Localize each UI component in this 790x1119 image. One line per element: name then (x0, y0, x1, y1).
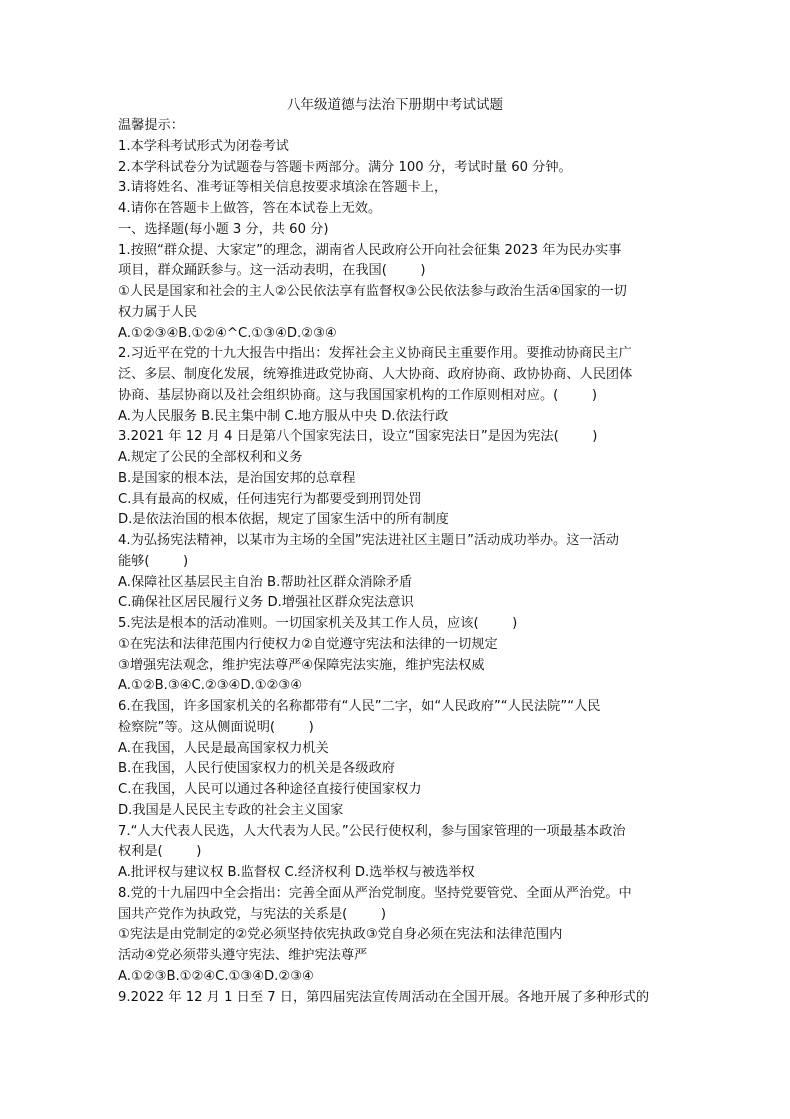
text-line: 4.请你在答题卡上做答，答在本试卷上无效。 (118, 201, 382, 216)
text-line: 6.在我国，许多国家机关的名称都带有“人民”二字，如“人民政府”“人民法院”“人民 (118, 699, 601, 714)
text-line: 协商、基层协商以及社会组织协商。这与我国国家机构的工作原则相对应。( ) (118, 387, 598, 403)
text-line: A.批评权与建议权 B.监督权 C.经济权利 D.选举权与被选举权 (118, 865, 475, 880)
text-line: 权利是( ) (118, 844, 202, 860)
text-line: 2.本学科试卷分为试题卷与答题卡两部分。满分 100 分，考试时量 60 分钟。 (118, 159, 572, 175)
text-line: B.在我国，人民行使国家权力的机关是各级政府 (118, 761, 395, 777)
text-line: C.在我国，人民可以通过各种途径直接行使国家权力 (118, 782, 422, 797)
text-line: 泛、多层、制度化发展，统筹推进政党协商、人大协商、政府协商、政协协商、人民团体 (118, 367, 633, 382)
text-line: A.为人民服务 B.民主集中制 C.地方服从中央 D.依法行政 (118, 408, 449, 424)
text-line: A.在我国，人民是最高国家权力机关 (118, 740, 329, 756)
text-line: 2.习近平在党的十九大报告中指出：发挥社会主义协商民主重要作用。要推动协商民主广 (118, 346, 632, 362)
text-line: A.规定了公民的全部权利和义务 (118, 450, 303, 465)
text-line: 活动④党必须带头遵守宪法、维护宪法尊严 (118, 948, 368, 963)
text-line: 5.宪法是根本的活动准则。一切国家机关及其工作人员，应该( ) (118, 616, 518, 631)
text-line: 3.请将姓名、准考证等相关信息按要求填涂在答题卡上， (118, 180, 448, 196)
text-line: C.确保社区居民履行义务 D.增强社区群众宪法意识 (118, 595, 414, 611)
text-line: D.我国是人民民主专政的社会主义国家 (118, 802, 344, 818)
text-line: 能够( ) (118, 553, 189, 569)
text-line: A.①②③④B.①②④^C.①③④D.②③④ (118, 325, 337, 341)
text-line: A.保障社区基层民主自治 B.帮助社区群众消除矛盾 (118, 574, 413, 590)
text-line: ①在宪法和法律范围内行使权力②自觉遵守宪法和法律的一切规定 (118, 636, 498, 652)
document-body (118, 116, 678, 1008)
text-line: 检察院”等。这从侧面说明( ) (118, 719, 314, 735)
text-line: 9.2022 年 12 月 1 日至 7 日，第四届宪法宣传周活动在全国开展。各地开展了多种形式的 (118, 989, 650, 1005)
text-line: D.是依法治国的根本依据，规定了国家生活中的所有制度 (118, 512, 449, 528)
text-line: A.①②B.③④C.②③④D.①②③④ (118, 678, 303, 694)
text-line: 温馨提示： (118, 118, 184, 133)
text-line: ①人民是国家和社会的主人②公民依法享有监督权③公民依法参与政治生活④国家的一切 (118, 284, 627, 299)
text-line: 4.为弘扬宪法精神，以某市为主场的全国”宪法进社区主题日”活动成功举办。这一活动 (118, 533, 619, 548)
text-line: B.是国家的根本法，是治国安邦的总章程 (118, 470, 356, 486)
text-line: 项目，群众踊跃参与。这一活动表明，在我国( ) (118, 263, 426, 279)
text-line: 1.按照“群众提、大家定”的理念，湖南省人民政府公开向社会征集 2023 年为民办实事 (118, 242, 622, 258)
text-line: 1.本学科考试形式为闭卷考试 (118, 138, 289, 154)
text-line: C.具有最高的权威，任何违宪行为都要受到刑罚处罚 (118, 491, 422, 507)
text-line: ③增强宪法观念，维护宪法尊严④保障宪法实施，维护宪法权威 (118, 657, 485, 673)
text-line: ①宪法是由党制定的②党必须坚持依宪执政③党自身必须在宪法和法律范围内 (118, 927, 563, 943)
document-title: 八年级道德与法治下册期中考试试题 (287, 97, 503, 113)
text-line: 一、选择题(每小题 3 分，共 60 分) (118, 221, 329, 237)
text-line: 国共产党作为执政党，与宪法的关系是( ) (118, 906, 387, 922)
text-line: 7.“人大代表人民选，人大代表为人民。”公民行使权利，参与国家管理的一项最基本政治 (118, 823, 626, 839)
text-line: 权力属于人民 (118, 304, 198, 320)
text-line: 8.党的十九届四中全会指出：完善全面从严治党制度。坚持党要管党、全面从严治党。中 (118, 885, 632, 901)
text-line: 3.2021 年 12 月 4 日是第八个国家宪法日，设立“国家宪法日”是因为宪法( ) (118, 429, 598, 445)
text-line: A.①②③B.①②④C.①③④D.②③④ (118, 968, 314, 984)
